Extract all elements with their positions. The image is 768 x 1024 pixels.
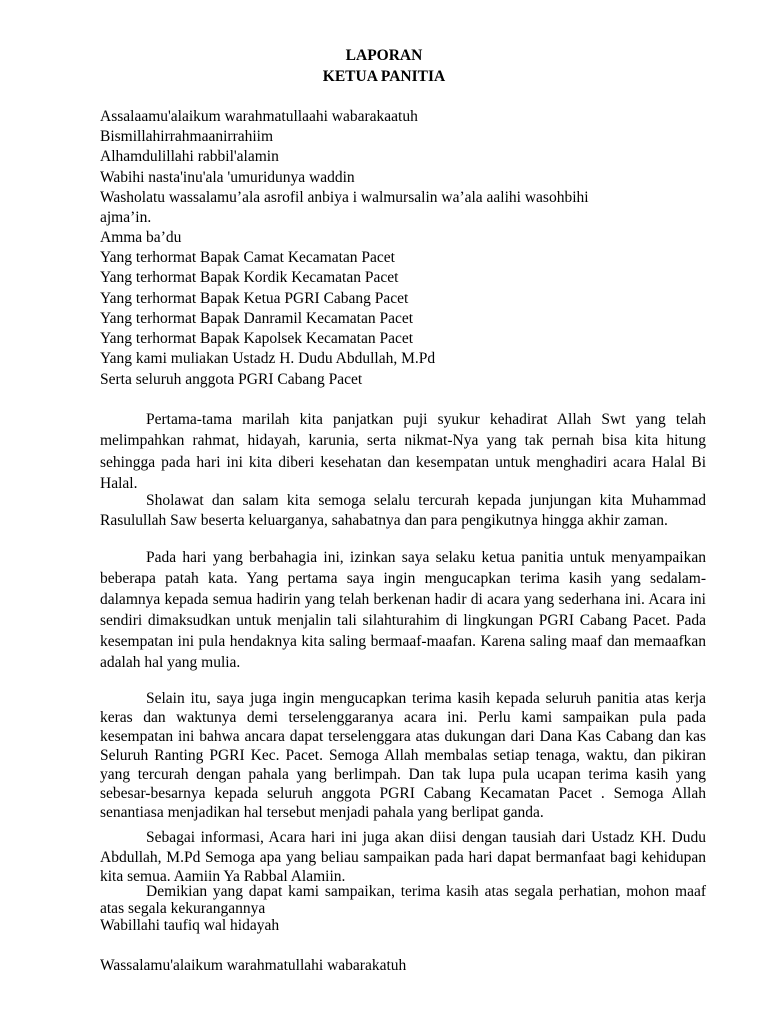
- greeting-line: Amma ba’du: [100, 229, 182, 246]
- greeting-line: Washolatu wassalamu’ala asrofil anbiya i walmursalin wa’ala aalihi wasohbihi: [100, 189, 589, 206]
- body-paragraph: Sebagai informasi, Acara hari ini juga akan diisi dengan tausiah dari Ustadz KH. Dudu Abdullah, M.Pd Semoga apa yang beliau sampaikan pada hari dapat bermanfaat bagi kehidupan kita semua. Aamiin Ya Rabbal Alamiin.: [100, 829, 706, 885]
- salutation-line: Yang terhormat Bapak Camat Kecamatan Pacet: [100, 249, 395, 266]
- closing-salam: Wassalamu'alaikum warahmatullahi wabarakatuh: [100, 957, 407, 974]
- greeting-line: ajma’in.: [100, 209, 152, 226]
- report-subtitle: KETUA PANITIA: [322, 68, 446, 85]
- greeting-line: Alhamdulillahi rabbil'alamin: [100, 148, 279, 165]
- salutation-line: Yang terhormat Bapak Kordik Kecamatan Pacet: [100, 269, 399, 286]
- closing-line: Wabillahi taufiq wal hidayah: [100, 917, 280, 934]
- greeting-line: Bismillahirrahmaanirrahiim: [100, 128, 274, 145]
- salutation-line: Yang terhormat Bapak Danramil Kecamatan Pacet: [100, 310, 414, 327]
- salutation-line: Serta seluruh anggota PGRI Cabang Pacet: [100, 371, 363, 388]
- salutation-line: Yang kami muliakan Ustadz H. Dudu Abdullah, M.Pd: [100, 350, 436, 367]
- body-paragraph: Pertama-tama marilah kita panjatkan puji syukur kehadirat Allah Swt yang telah melimpahkan rahmat, hidayah, karunia, serta nikmat-Nya yang tak pernah bisa kita hitung sehingga pada hari ini kita diberi kesehatan dan kesempatan untuk menghadiri acara Halal Bi Halal.: [100, 411, 706, 493]
- body-paragraph: Sholawat dan salam kita semoga selalu tercurah kepada junjungan kita Muhammad Rasulullah Saw beserta keluarganya, sahabatnya dan para pengikutnya hingga akhir zaman.: [100, 492, 706, 529]
- salutation-line: Yang terhormat Bapak Kapolsek Kecamatan Pacet: [100, 330, 414, 347]
- report-title: LAPORAN: [345, 47, 423, 64]
- body-paragraph: Pada hari yang berbahagia ini, izinkan saya selaku ketua panitia untuk menyampaikan beberapa patah kata. Yang pertama saya ingin mengucapkan terima kasih yang sedalam-dalamnya kepada semua hadirin yang telah berkenan hadir di acara yang sederhana ini. Acara ini sendiri dimaksudkan untuk menjalin tali silahturahim di lingkungan PGRI Cabang Pacet. Pada kesempatan ini pula hendaknya kita saling bermaaf-maafan. Karena saling maaf dan memaafkan adalah hal yang mulia.: [100, 549, 706, 671]
- body-paragraph: Demikian yang dapat kami sampaikan, terima kasih atas segala perhatian, mohon maaf atas segala kekurangannya: [100, 883, 706, 917]
- greeting-line: Wabihi nasta'inu'ala 'umuridunya waddin: [100, 169, 355, 186]
- body-paragraph: Selain itu, saya juga ingin mengucapkan terima kasih kepada seluruh panitia atas kerja keras dan waktunya demi terselenggaranya acara ini. Perlu kami sampaikan pula pada kesempatan ini bahwa ancara dapat terselenggara atas dukungan dari Dana Kas Cabang dan kas Seluruh Ranting PGRI Kec. Pacet. Semoga Allah membalas setiap tenaga, waktu, dan pikiran yang tercurah dengan pahala yang berlimpah. Dan tak lupa pula ucapan terima kasih yang sebesar-besarnya kepada seluruh anggota PGRI Cabang Kecamatan Pacet . Semoga Allah senantiasa menjadikan hal tersebut menjadi pahala yang berlipat ganda.: [100, 690, 706, 821]
- salutation-line: Yang terhormat Bapak Ketua PGRI Cabang Pacet: [100, 290, 409, 307]
- greeting-line: Assalaamu'alaikum warahmatullaahi wabarakaatuh: [100, 108, 418, 125]
